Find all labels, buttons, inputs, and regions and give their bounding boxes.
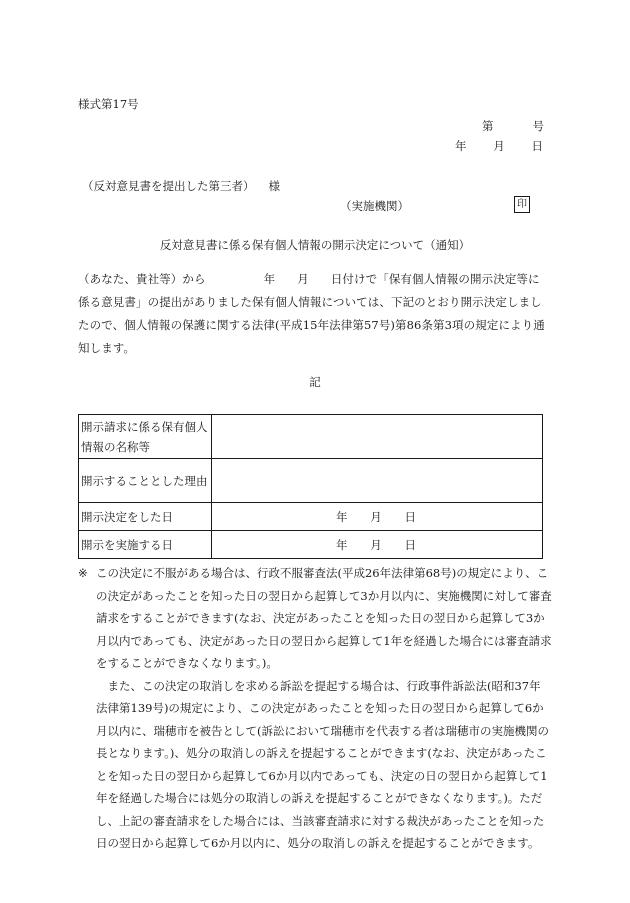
disclosure-table <box>78 414 543 559</box>
table-row <box>79 503 543 531</box>
document-title: 反対意見書に係る保有個人情報の開示決定について（通知） <box>159 238 471 252</box>
row-label-reason: 開示することとした理由 <box>79 459 212 503</box>
body-intro: （あなた、貴社等）から <box>78 272 206 286</box>
date-day: 日 <box>531 139 543 153</box>
body-month: 月 <box>297 272 309 286</box>
document-date <box>455 138 543 154</box>
note-text-1: この決定に不服がある場合は、行政不服審査法(平成26年法律第68号)の規定により、この決定があったことを知った日の翌日から起算して3か月以内に、実施機関に対して審査請求をすることができます(なお、決定があったことを知った日の翌日から起算して3か月以内であっても、決定があった日の翌日から起算して1年を経過した場合には審査請求をすることができなくなります。)。 <box>96 566 552 670</box>
body-rest: 日付けで「保有個人情報の開示決定等に係る意見書」の提出がありました保有個人情報については、下記のとおり開示決定しましたので、個人情報の保護に関する法律(平成15年法律第57号)第86条第3項の規定により通知します。 <box>78 272 545 355</box>
note-mark: ※ <box>78 566 88 580</box>
decision-month: 月 <box>370 509 382 524</box>
number-dai: 第 <box>482 119 494 133</box>
notes-section <box>78 562 552 855</box>
recipient-name: （反対意見書を提出した第三者） <box>82 179 255 193</box>
table-row <box>79 459 543 503</box>
implementation-year: 年 <box>336 537 348 552</box>
body-year: 年 <box>263 272 276 286</box>
form-number: 様式第17号 <box>78 97 139 111</box>
document-number <box>482 118 544 134</box>
row-label-decision-date: 開示決定をした日 <box>79 503 212 531</box>
row-value-implementation-date <box>212 531 543 559</box>
ki-heading: 記 <box>309 375 321 389</box>
implementation-day: 日 <box>404 537 416 552</box>
recipient-honorific: 様 <box>268 179 280 193</box>
decision-year: 年 <box>336 509 348 524</box>
seal-mark: 印 <box>514 196 530 213</box>
decision-day: 日 <box>404 509 416 524</box>
row-label-implementation-date: 開示を実施する日 <box>79 531 212 559</box>
date-month: 月 <box>493 139 505 153</box>
row-label-info-name: 開示請求に係る保有個人情報の名称等 <box>79 415 212 459</box>
table-row <box>79 415 543 459</box>
row-value-reason <box>212 459 543 503</box>
note-paragraph-1 <box>78 562 552 675</box>
row-value-decision-date <box>212 503 543 531</box>
date-year: 年 <box>455 139 467 153</box>
table-row <box>79 531 543 559</box>
number-go: 号 <box>532 119 544 133</box>
implementation-month: 月 <box>370 537 382 552</box>
notice-body <box>78 268 550 360</box>
row-value-info-name <box>212 415 543 459</box>
recipient <box>82 178 280 194</box>
note-text-2: また、この決定の取消しを求める訴訟を提起する場合は、行政事件訴訟法(昭和37年法律第139号)の規定により、この決定があったことを知った日の翌日から起算して6か月以内に、瑞穂市を被告として(訴訟において瑞穂市を代表する者は瑞穂市の実施機関の長となります。)、処分の取消しの訴えを提起することができます(なお、決定があったことを知った日の翌日から起算して6か月以内であっても、決定の日の翌日から起算して1年を経過した場合には処分の取消しの訴えを提起することができなくなります。)。ただし、上記の審査請求をした場合には、当該審査請求に対する裁決があったことを知った日の翌日から起算して6か月以内に、処分の取消しの訴えを提起することができます。 <box>96 678 549 850</box>
issuing-institution: （実施機関） <box>340 199 409 213</box>
